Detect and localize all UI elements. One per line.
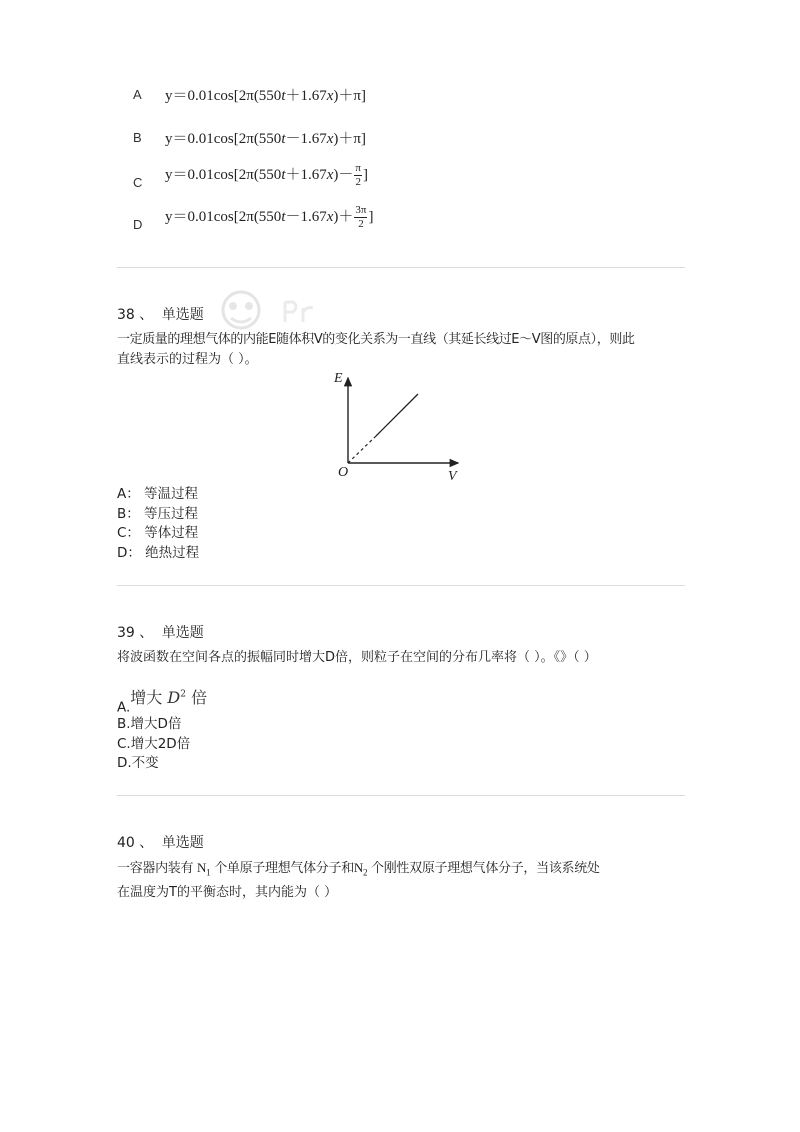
question-text: 一容器内装有 $N_1$ 个单原子理想气体分子和$N_2$ 个刚性双原子理想气体分子，当该系统处 在温度为T的平衡态时，其内能为（ ） <box>117 860 600 900</box>
question-type: 单选题 <box>161 835 204 851</box>
option-letter: A <box>133 87 142 102</box>
question-header <box>117 304 204 324</box>
fraction: $\frac{3\pi}{2}$ <box>355 204 367 231</box>
question-number: 38 <box>117 307 135 323</box>
option-a[interactable]: A.增大 $D^2$ 倍 <box>117 688 208 716</box>
question-sep: 、 <box>139 307 154 323</box>
question-type: 单选题 <box>161 625 204 641</box>
e-v-graph <box>330 366 470 484</box>
q37-option-d <box>133 214 142 233</box>
option-d[interactable]: D： 绝热过程 <box>117 544 200 561</box>
option-b[interactable]: B.增大D倍 <box>117 716 182 732</box>
q37-formula-c: y＝0.01cos[2π(550t＋1.67x)－ $\frac{\pi}{2}$ ] <box>165 162 368 189</box>
divider <box>117 585 685 586</box>
option-b[interactable]: B： 等压过程 <box>117 505 199 522</box>
question-text: 将波函数在空间各点的振幅同时增大D倍，则粒子在空间的分布几率将（ ）。《》（ ） <box>117 650 597 665</box>
divider <box>117 795 685 796</box>
option-c[interactable]: C： 等体过程 <box>117 525 199 541</box>
q37-formula-a: y＝0.01cos[2π(550t＋1.67x)＋π] <box>165 88 366 104</box>
option-a-math: 增大 $D^2$ 倍 <box>130 688 208 708</box>
option-letter: D <box>133 217 143 232</box>
y-axis-label: E <box>334 371 343 386</box>
question-header <box>117 832 204 852</box>
n1-symbol: $N_1$ <box>197 860 211 878</box>
question-sep: 、 <box>139 625 154 641</box>
question-number: 40 <box>117 835 135 851</box>
extension-dashed-line <box>348 436 376 463</box>
x-axis-label: V <box>448 469 457 484</box>
option-letter: B <box>133 130 142 145</box>
origin-label: O <box>338 465 349 480</box>
option-letter: C <box>133 175 143 190</box>
n2-symbol: $N_2$ <box>353 860 368 878</box>
question-number: 39 <box>117 625 135 641</box>
options-list <box>117 485 199 563</box>
q37-formula-d: y＝0.01cos[2π(550t－1.67x)＋ $\frac{3\pi}{2}$ ] <box>165 204 374 231</box>
divider <box>117 267 685 268</box>
option-a[interactable]: A： 等温过程 <box>117 486 199 502</box>
option-c[interactable]: C.增大2D倍 <box>117 735 191 752</box>
process-line <box>376 394 418 436</box>
q37-formula-b: y＝0.01cos[2π(550t－1.67x)＋π] <box>165 131 366 147</box>
option-d[interactable]: D.不变 <box>117 755 159 771</box>
question-header <box>117 622 204 642</box>
question-sep: 、 <box>139 835 154 851</box>
options-list <box>117 715 190 774</box>
q37-option-b <box>133 127 142 146</box>
question-type: 单选题 <box>161 307 204 323</box>
question-text: 一定质量的理想气体的内能E随体积V的变化关系为一直线（其延长线过E～V图的原点），则此 直线表示的过程为（ ）。 <box>117 332 635 367</box>
q37-option-c <box>133 172 142 191</box>
q37-option-a <box>133 84 142 103</box>
watermark-logo <box>213 288 333 332</box>
fraction: $\frac{\pi}{2}$ <box>355 162 361 189</box>
